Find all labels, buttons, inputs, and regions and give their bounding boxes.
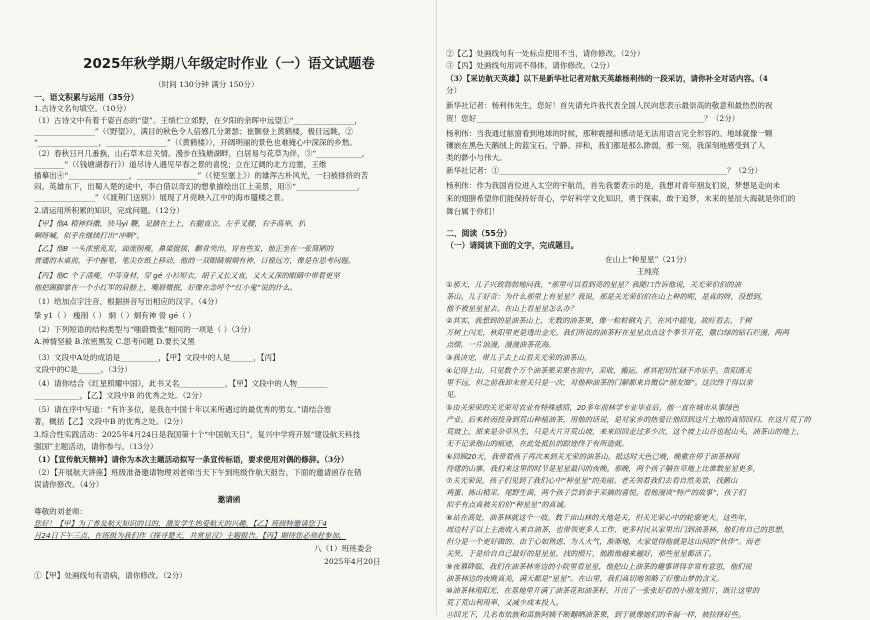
right-text-line: ⑨夜幕降临，我们在油茶林旁边的小院里看星星，他把山上油茶的趣事讲得非常有意思，他们说 — [446, 562, 752, 571]
left-text-line: ________________”（《渡荆门送别》）展现了月亮映入江中的海市蜃楼之景。 — [34, 193, 289, 202]
right-text-line: 待建的山寨，我们来这里的时节是星星最闪的夜晚。那晚，两个孩子躺在草地上比谁数星星更多， — [446, 464, 760, 473]
right-text-line: ①那天，儿子兴致勃勃地问我，“那里可以看到亮的星星？我随口告诉他说，关光荣伯伯的油 — [446, 280, 741, 289]
left-text-line: 【甲】他A 精神抖擞，快马yì 鞭，足踏在土上，右腿直立，左手叉腰，右手高举，扒 — [34, 219, 306, 228]
left-text-line: 2025年秋学期八年级定时作业（一）语文试题卷 — [83, 57, 375, 72]
left-text-line: 邀请函 — [217, 495, 241, 504]
right-text-line: 关笑，于是给自自己最好的是星星，找的照片，他跟他越来越好，那些星星都活了。 — [446, 549, 716, 558]
left-text-line: （4）请你结合《红星照耀中国》，此书又名____________，【甲】文段中的人物________ — [34, 379, 328, 388]
right-text-line: ⑥回顾20天，我带着孩子再次来到关光荣的油茶山。抵达时天色已晚，晚歌在停于油茶林间 — [446, 452, 740, 461]
right-text-line: 荒坡上，原来是杂草丛生，只是大片开荒山坡，来来回回走过多少次，这个坡上山谷也起山头，油茶山的地上， — [446, 427, 804, 436]
left-text-line: 3.综合性实践活动：2025年4月24日是我国第十个“中国航天日”，复兴中学将开展“建设航天科技 — [34, 430, 361, 439]
right-text-line: 新华社记者：杨利伟先生，您好！首先请允许我代表全国人民向您表示最崇高的敬意和最热烈的祝 — [446, 101, 773, 110]
left-text-line: 一、语文积累与运用（35分） — [34, 93, 139, 102]
left-text-line: ________________”（《野望》），满目的秋色令人倍感几分萧瑟；崔颢登上黄鹤楼，极目远眺，② — [34, 127, 354, 136]
right-text-line: 杨利伟：当我通过舷窗看到地球的时候，那种震撼和感动是无法用语言完全形容的。地球就像一颗 — [446, 129, 773, 138]
left-text-line: 著，概括【乙】文段中B 的优秀之处。（2分） — [34, 417, 188, 426]
right-text-line: ④记得上山，只见数个万个油茶果采果在院中，采收，搬运，者其把切忙碌不亦乐乎。贵阳离关 — [446, 366, 752, 375]
right-text-line: ②【乙】处画线句有一处标点使用不当，请你修改。（2分） — [446, 49, 645, 58]
right-text-line: 分） — [446, 86, 462, 95]
left-text-line: （1）给加点字注音，根据拼音写出相应的汉字。（4分） — [34, 297, 223, 306]
left-text-line: （时间 130分钟 满分 150分） — [154, 80, 259, 89]
right-text-line: 万树上闪光，秋阳里更是透出金光。我们所说的油茶籽在星星点点这个季节开花，撒白绿的钻石烂漫，两两 — [446, 328, 789, 337]
left-text-line: 描摹出④“________________，________________”（《使至塞上》）的雄浑古朴风光，一扫被排挤的苦 — [34, 171, 369, 180]
right-text-line: ③我决定，带儿子去上山看关光荣的油茶山。 — [446, 353, 592, 362]
left-text-line: 2.请运用所积累的知识，完成问题。（12分） — [34, 206, 184, 215]
left-text-line: （1）古诗文中有着千姿百态的“望”。王绩伫立郊野，在夕阳的余晖中远望①“________________， — [34, 116, 362, 125]
right-text-line: （一）请阅读下面的文字，完成题目。 — [446, 241, 579, 250]
right-text-line: ⑧站在高处，油茶林就这个一收。数千亩山林的天地是关，但关光荣心中的轮廓更大。这些年， — [446, 513, 752, 522]
right-text-line: 周边村子以上主流收入来自油茶，也带领更多人工作，更多村民从家里出门到油茶林，他们有自己的思想， — [446, 525, 789, 534]
left-text-line: 八（1）班班委会 — [314, 544, 372, 553]
right-text-line: 鸡蛋、拣山精采、尾野生菌，两个孩子尝到亲手采摘的喜悦。看他漫谈“特产的故事”，孩子们 — [446, 488, 746, 497]
page-fold-divider — [436, 0, 437, 615]
right-text-line: ⑦关光荣说，孩子们见到了我们心中“种星星”的美丽。老关领着我们去看自然美景，找鹅山 — [446, 476, 738, 485]
left-text-line: （3）文段中A处的成语是__________，【甲】文段中的人是______，【丙】 — [34, 353, 280, 362]
right-text-line: 贺！您好____________________________________________________________？（2分） — [446, 114, 740, 123]
right-text-line: 里不远，但之前我却未曾关只是一次，对他种油茶的门解都来自微信“朋友圈”。这次终于得以亲 — [446, 378, 753, 387]
left-text-line: 普通的木桌前，手中握笔，笔尖在纸上移动，他的一双眼睛炯炯有神，目视远方，像是在思考问题。 — [34, 256, 356, 265]
left-text-line: ____________，【乙】文段中B 的优秀之处。（2分） — [34, 391, 207, 400]
right-text-line: 二、阅读（55分） — [446, 229, 512, 238]
right-text-line: ②其实，我想到的是油茶山上，无数的油茶果，像一粒粒钢丸子，在风中摇曳。故旺看去，千树 — [446, 316, 752, 325]
left-text-line: “________________，________________”（《黄鹤楼》），开阔明丽的景色也难掩心中深深的乡愁。 — [34, 138, 357, 147]
left-text-line: 1.古诗文名句填空。（10分） — [34, 104, 131, 113]
right-text-line: 王纯亮 — [636, 267, 660, 276]
right-text-line: ⑪回光下，几名布依族和苗族阿姨不断翻晒油茶果，到于就像她们的幸福一样，被拉择好些。 — [446, 610, 746, 619]
left-text-line: （5）请在序中写道：“有许多位，是我在中国十年以来所遇过的最优秀的男女。”请结合原 — [34, 405, 332, 414]
right-text-line: 来的翅膀希望你们能保持好奇心，学好科学文化知识，勇于探索，敢于追梦，未来的星辰大海就是你们的 — [446, 194, 796, 203]
right-text-line: 镶嵌在黑色天鹅绒上的蓝宝石，宁静、祥和，我们都是那么渺弱，那一刻，我深刻地感受到了人 — [446, 141, 765, 150]
right-text-line: 在山上“种星星”（21分） — [605, 255, 691, 264]
right-text-line: 但分是一个更好做的、由于心如熟虑、为人大气，渐渐地，大家觉得他就是这山间的“伙伴”。而老 — [446, 537, 761, 546]
left-text-line: ________”（《钱塘湖春行》）道尽诗人遇见早春之景的喜悦；立在辽阔的北方边塞，王维 — [34, 160, 327, 169]
right-text-line: 类的渺小与伟大。 — [446, 153, 507, 162]
left-text-line: 闷。英雄东下，出蜀入楚的途中，李白借以奇幻的想象描绘出江上美景，用⑤“________________， — [34, 182, 365, 191]
left-text-line: 强国”主题活动，请你参与。（13分） — [34, 442, 158, 451]
left-text-line: （2）下列短语的结构类型与“嗤蔚微张”相同的一项是（ ）（3分） — [34, 325, 256, 334]
left-text-line: 他把踢脚掌在一个小红军的肩膀上，嘴唇微抿，好像在念呼个“红小鬼”说的什么。 — [34, 283, 297, 292]
left-text-line: （2）春秋日月几番换，山石草木总关情。漫步在钱塘湖畔，白居易与花草为伴，③“____________， — [34, 149, 370, 158]
right-text-line: 产业。后来转而投身到荒山种植油茶，用他的话说，是对家乡的热爱让他回到这片土地的真情回归。在这片荒了的 — [446, 415, 811, 424]
left-text-line: 【乙】他B 一头浓密乱发，面庞削瘦，鼻梁挺拔，颧骨突出，胃有些发，他正坐在一张简陋的 — [34, 244, 334, 253]
right-text-line: （3）【采访航天英雄】以下是新华社记者对航天英雄杨利伟的一段采访，请你补全对话内容。（4 — [446, 74, 768, 83]
left-text-line: （1）【宣传航天精神】请你为本次主题活动拟写一条宣传标语，要求使用对偶的修辞。（3分） — [34, 455, 349, 464]
left-text-line: 啊呀喊，似乎在继续打出“冲啊”。 — [34, 231, 144, 240]
left-text-line: 【丙】他C 个子清瘦，中等身材，穿 gé 小衫短衣，胡子又长又直，又大又深的眼睛中带着更坚 — [34, 271, 340, 280]
right-text-line: 新华社记者：①____________________________________________________________？（2分） — [446, 166, 763, 175]
right-text-line: 似乎有点真被关伯伯“种星星”的真诚。 — [446, 500, 571, 509]
right-text-line: 无不记录他山的痕迹，在此处抵抗的踪迹终于有所造就。 — [446, 439, 629, 448]
right-text-line: ⑤由关荣荣的关光荣对农业有特殊感情，20多年前林学专业毕业后，他一直在城市从事绿色 — [446, 403, 740, 412]
right-text-line: ⑩油茶林用阳光，在基地里开满了油茶花和油茶籽，开出了一张张好看的小朋友照片，既让这里的 — [446, 586, 760, 595]
right-text-line: 油茶林边的夜晚真美，满天都是“星星”。在山里，我们真切地领略了好像山梦的含义。 — [446, 574, 724, 583]
left-text-line: ①【甲】处画线句有语病，请你修改。（2分） — [34, 571, 187, 580]
right-text-line: 荒了荒山利用率，又减少成本投入。 — [446, 598, 563, 607]
left-text-line: 误请你修改。（4分） — [34, 480, 104, 489]
right-text-line: ③【丙】处画线句用词不得体，请你修改。（2分） — [446, 61, 615, 70]
left-text-line: 挚 y1（ ） 瘦削（ ） 炯（ ）炯有神 骨 gé（ ） — [34, 311, 196, 320]
right-text-line: 舞台属于你们！ — [446, 207, 500, 216]
left-text-line: （2）【开展航天讲座】班级准备邀请物理刘老师当天下午到班级作航天报告，下面的邀请函存在错 — [34, 468, 362, 477]
right-text-line: 点缀，一片浪漫，漫漫油茶花海。 — [446, 340, 556, 349]
left-text-line: 月24日下午三点，在班级为我们作《探寻楚天，共赏星汉》主题报告。【丙】期待您必须赶参加。 — [34, 531, 347, 540]
left-text-line: 尊敬的刘老师： — [34, 507, 88, 516]
left-text-line: 文段中的C是______。（3分） — [34, 365, 132, 374]
right-text-line: 见。 — [446, 390, 461, 399]
right-text-line: 杨利伟：作为我国首位进入太空的宇航员，首先我要表示的是，我想对青年朋友们说，梦想是走向未 — [446, 181, 781, 190]
left-text-line: A.神情坚毅 B.浓密黑发 C.思考问题 D.要长又黑 — [34, 337, 195, 346]
right-text-line: 他不被星星星去，在山上看星星怎么办？ — [446, 304, 578, 313]
right-text-line: 茶山。儿子好奇：为什么那里上有星星？我说，那是关光荣伯伯在山上种的呢，是真的呀，没想到， — [446, 292, 768, 301]
left-text-line: 2025年4月20日 — [324, 557, 381, 566]
left-text-line: 您好！【甲】为了普及航天知识的目的，激发学生热爱航天的兴趣，【乙】班级特邀请您于4 — [34, 519, 327, 528]
